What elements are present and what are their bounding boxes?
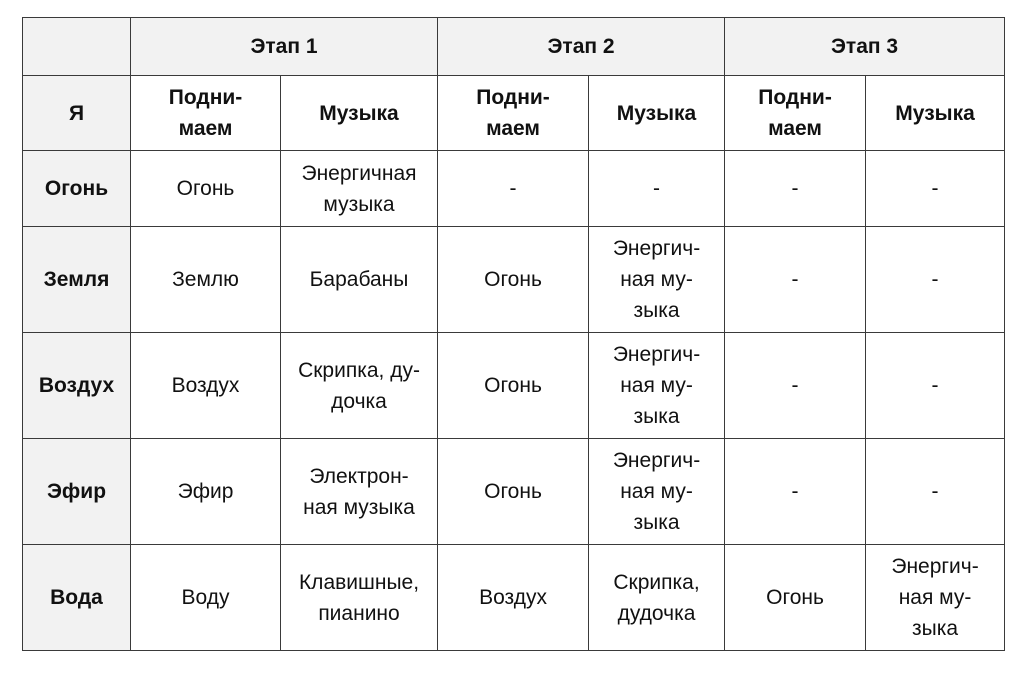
table-cell: Энергичная музыка <box>281 151 438 227</box>
table-cell: Эфир <box>131 439 281 545</box>
table-cell: Огонь <box>725 545 866 651</box>
table-cell: Воду <box>131 545 281 651</box>
table-cell: Воздух <box>131 333 281 439</box>
row-name: Огонь <box>23 151 131 227</box>
table-row <box>23 227 1005 333</box>
table-cell: Энергич- ная му- зыка <box>589 227 725 333</box>
sub-header-music-3: Музыка <box>866 76 1005 151</box>
table-cell: Электрон- ная музыка <box>281 439 438 545</box>
table-cell: - <box>866 439 1005 545</box>
table-cell: Барабаны <box>281 227 438 333</box>
table-row <box>23 151 1005 227</box>
table-row <box>23 439 1005 545</box>
table-cell: - <box>589 151 725 227</box>
table-cell: - <box>438 151 589 227</box>
row-name: Вода <box>23 545 131 651</box>
sub-header-music-2: Музыка <box>589 76 725 151</box>
sub-header-raise-3: Подни- маем <box>725 76 866 151</box>
table-cell: - <box>725 227 866 333</box>
table-cell: - <box>866 151 1005 227</box>
table-cell: Энергич- ная му- зыка <box>589 439 725 545</box>
table-cell: Энергич- ная му- зыка <box>589 333 725 439</box>
sub-header-row <box>23 76 1005 151</box>
stage-1-header: Этап 1 <box>131 18 438 76</box>
corner-cell <box>23 18 131 76</box>
sub-header-raise-1: Подни- маем <box>131 76 281 151</box>
table-cell: - <box>866 227 1005 333</box>
row-name: Земля <box>23 227 131 333</box>
table-cell: Огонь <box>438 333 589 439</box>
stage-header-row <box>23 18 1005 76</box>
sub-header-raise-2: Подни- маем <box>438 76 589 151</box>
table-cell: - <box>725 333 866 439</box>
sub-header-music-1: Музыка <box>281 76 438 151</box>
table-cell: Клавишные, пианино <box>281 545 438 651</box>
stage-3-header: Этап 3 <box>725 18 1005 76</box>
table-row <box>23 333 1005 439</box>
table-cell: Энергич- ная му- зыка <box>866 545 1005 651</box>
table-cell: Огонь <box>438 227 589 333</box>
table-cell: Огонь <box>438 439 589 545</box>
row-name: Эфир <box>23 439 131 545</box>
table-row <box>23 545 1005 651</box>
stage-2-header: Этап 2 <box>438 18 725 76</box>
table-cell: - <box>866 333 1005 439</box>
table-cell: Воздух <box>438 545 589 651</box>
elements-music-table <box>22 17 1005 651</box>
table-cell: - <box>725 439 866 545</box>
table-cell: Землю <box>131 227 281 333</box>
table-cell: Скрипка, ду- дочка <box>281 333 438 439</box>
table-cell: Огонь <box>131 151 281 227</box>
row-header-label: Я <box>23 76 131 151</box>
row-name: Воздух <box>23 333 131 439</box>
table-cell: Скрипка, дудочка <box>589 545 725 651</box>
table-cell: - <box>725 151 866 227</box>
